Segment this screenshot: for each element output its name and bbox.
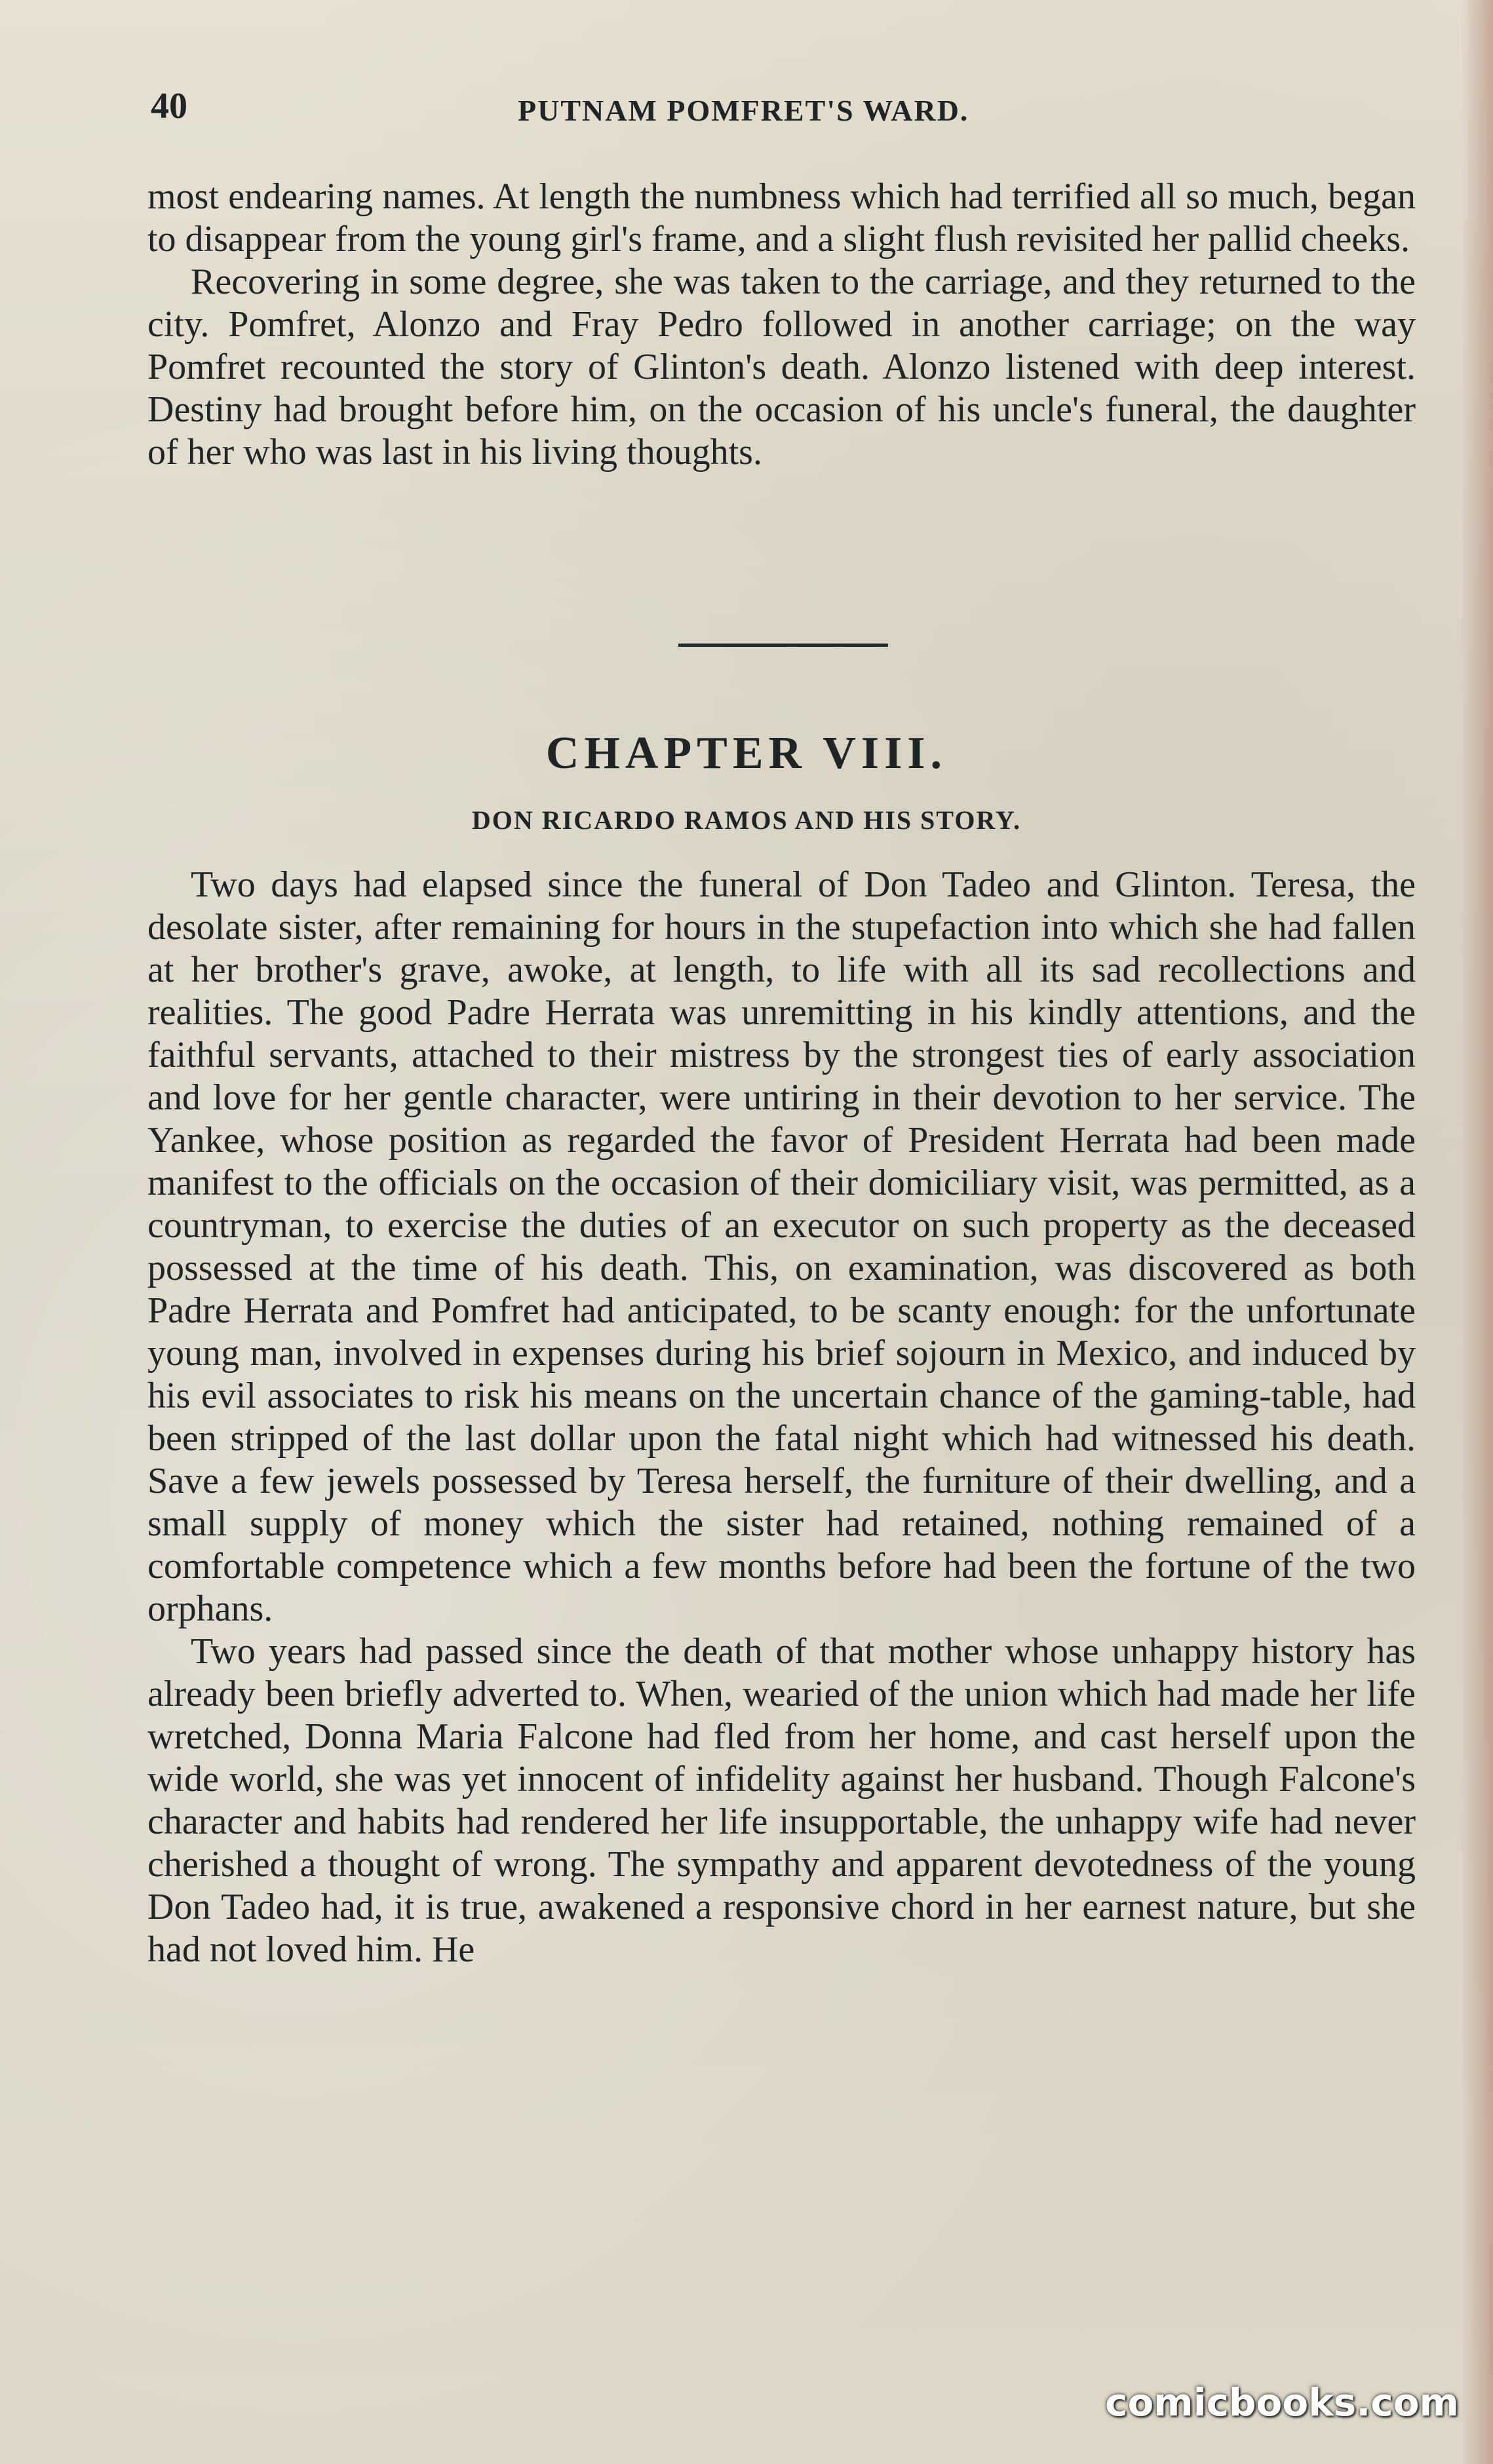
page-edge-shadow bbox=[1462, 0, 1493, 2464]
top-text-block bbox=[147, 176, 1416, 474]
paragraph: Two years had passed since the death of that mother whose unhappy history has already been briefly adverted to. When, wearied of the union which had made her life wretched, Donna Maria Falcone had fled from her home, and cast herself upon the wide world, she was yet innocent of infidelity against her husband. Though Falcone's character and habits had rendered her life insupportable, the unhappy wife had never cherished a thought of wrong. The sympathy and apparent devotedness of the young Don Tadeo had, it is true, awakened a responsive chord in her earnest nature, but she had not loved him. He bbox=[147, 1631, 1416, 1970]
chapter-text-block bbox=[147, 864, 1416, 1971]
section-divider-rule bbox=[678, 644, 888, 647]
running-head: PUTNAM POMFRET'S WARD. bbox=[518, 94, 969, 127]
paragraph: Two days had elapsed since the funeral of Don Tadeo and Glinton. Teresa, the desolate sister, after remaining for hours in the stupefaction into which she had fallen at her brother's grave, awoke, at length, to life with all its sad recollections and realities. The good Padre Herrata was unremitting in his kindly attentions, and the faithful servants, attached to their mistress by the strongest ties of early association and love for her gentle character, were untiring in their devotion to her service. The Yankee, whose position as regarded the favor of President Herrata had been made manifest to the officials on the occasion of their domiciliary visit, was permitted, as a countryman, to exercise the duties of an executor on such property as the deceased possessed at the time of his death. This, on examination, was discovered as both Padre Herrata and Pomfret had anticipated, to be scanty enough: for the unfortunate young man, involved in expenses during his brief sojourn in Mexico, and induced by his evil associates to risk his means on the uncertain chance of the gaming-table, had been stripped of the last dollar upon the fatal night which had witnessed his death. Save a few jewels possessed by Teresa herself, the furniture of their dwelling, and a small supply of money which the sister had retained, nothing remained of a comfortable competence which a few months before had been the fortune of the two orphans. bbox=[147, 864, 1416, 1629]
page-header bbox=[151, 85, 1416, 131]
paragraph: Recovering in some degree, she was taken to the carriage, and they returned to the city. Pomfret, Alonzo and Fray Pedro followed in another carriage; on the way Pomfret recounted the story of Glinton's death. Alonzo listened with deep interest. Destiny had brought before him, on the occasion of his uncle's funeral, the daughter of her who was last in his living thoughts. bbox=[147, 261, 1416, 472]
page-number: 40 bbox=[151, 86, 187, 126]
chapter-subtitle: DON RICARDO RAMOS AND HIS STORY. bbox=[471, 805, 1022, 835]
chapter-title: CHAPTER VIII. bbox=[545, 728, 948, 779]
watermark: comicbooks.com bbox=[1105, 2380, 1459, 2425]
paragraph-continued: most endearing names. At length the numbness which had terrified all so much, began to disappear from the young girl's frame, and a slight flush revisited her pallid cheeks. bbox=[147, 176, 1416, 260]
